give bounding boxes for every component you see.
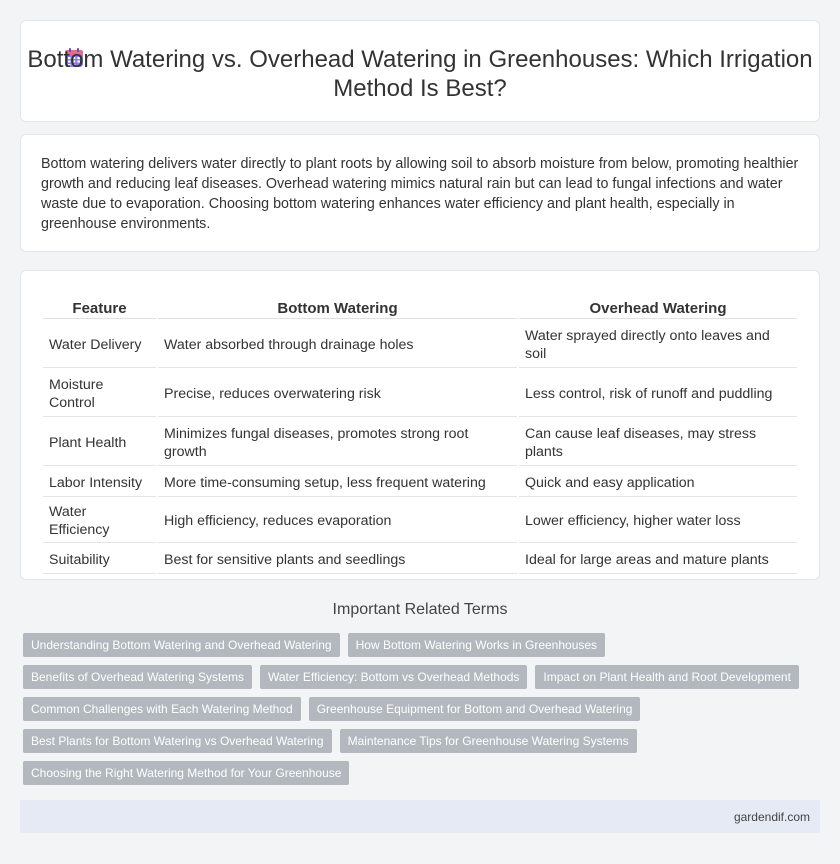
- bottom-cell: High efficiency, reduces evaporation: [158, 499, 517, 543]
- header-bottom-watering: Bottom Watering: [158, 297, 517, 319]
- tag-row: [23, 761, 803, 785]
- related-terms-tags: [23, 633, 803, 793]
- related-term-tag[interactable]: Benefits of Overhead Watering Systems: [23, 665, 252, 689]
- table-row: [43, 545, 797, 574]
- footer: [20, 800, 820, 833]
- related-terms-heading: Important Related Terms: [332, 601, 508, 618]
- related-term-tag[interactable]: Choosing the Right Watering Method for Your Greenhouse: [23, 761, 349, 785]
- related-term-tag[interactable]: How Bottom Watering Works in Greenhouses: [348, 633, 605, 657]
- overhead-cell: Water sprayed directly onto leaves and soil: [519, 321, 797, 368]
- footer-site-link[interactable]: gardendif.com: [733, 810, 810, 824]
- feature-cell: Suitability: [43, 545, 156, 574]
- header-feature: Feature: [43, 297, 156, 319]
- bottom-cell: Minimizes fungal diseases, promotes strong root growth: [158, 419, 517, 466]
- related-term-tag[interactable]: Greenhouse Equipment for Bottom and Overhead Watering: [309, 697, 641, 721]
- tag-row: [23, 729, 803, 753]
- related-term-tag[interactable]: Impact on Plant Health and Root Development: [535, 665, 798, 689]
- feature-cell: Water Delivery: [43, 321, 156, 368]
- tag-row: [23, 665, 803, 689]
- intro-paragraph: Bottom watering delivers water directly to plant roots by allowing soil to absorb moisture from below, promoting healthier growth and reducing leaf diseases. Overhead watering mimics natural rain but can lead to fungal infections and water waste due to evaporation. Choosing bottom watering enhances water efficiency and plant health, especially in greenhouse environments.: [41, 156, 799, 232]
- overhead-cell: Quick and easy application: [519, 468, 797, 497]
- tag-row: [23, 633, 803, 657]
- related-term-tag[interactable]: Understanding Bottom Watering and Overhead Watering: [23, 633, 340, 657]
- title-card: [20, 20, 820, 122]
- page-title-wrap: [21, 45, 819, 103]
- related-term-tag[interactable]: Best Plants for Bottom Watering vs Overhead Watering: [23, 729, 332, 753]
- comparison-card: [20, 270, 820, 580]
- overhead-cell: Ideal for large areas and mature plants: [519, 545, 797, 574]
- related-term-tag[interactable]: Maintenance Tips for Greenhouse Watering Systems: [340, 729, 637, 753]
- feature-cell: Plant Health: [43, 419, 156, 466]
- header-overhead-watering: Overhead Watering: [519, 297, 797, 319]
- overhead-cell: Less control, risk of runoff and puddling: [519, 370, 797, 417]
- table-row: [43, 499, 797, 543]
- intro-card: [20, 134, 820, 252]
- tag-row: [23, 697, 803, 721]
- feature-cell: Moisture Control: [43, 370, 156, 417]
- table-row: [43, 419, 797, 466]
- related-term-tag[interactable]: Water Efficiency: Bottom vs Overhead Methods: [260, 665, 527, 689]
- overhead-cell: Lower efficiency, higher water loss: [519, 499, 797, 543]
- table-row: [43, 321, 797, 368]
- table-row: [43, 468, 797, 497]
- bottom-cell: Water absorbed through drainage holes: [158, 321, 517, 368]
- table-header-row: [43, 297, 797, 319]
- feature-cell: Labor Intensity: [43, 468, 156, 497]
- bottom-cell: More time-consuming setup, less frequent watering: [158, 468, 517, 497]
- feature-cell: Water Efficiency: [43, 499, 156, 543]
- overhead-cell: Can cause leaf diseases, may stress plants: [519, 419, 797, 466]
- table-row: [43, 370, 797, 417]
- comparison-table: [41, 295, 799, 576]
- bottom-cell: Precise, reduces overwatering risk: [158, 370, 517, 417]
- bottom-cell: Best for sensitive plants and seedlings: [158, 545, 517, 574]
- page-title: Bottom Watering vs. Overhead Watering in Greenhouses: Which Irrigation Method Is Best?: [27, 46, 813, 102]
- related-term-tag[interactable]: Common Challenges with Each Watering Method: [23, 697, 301, 721]
